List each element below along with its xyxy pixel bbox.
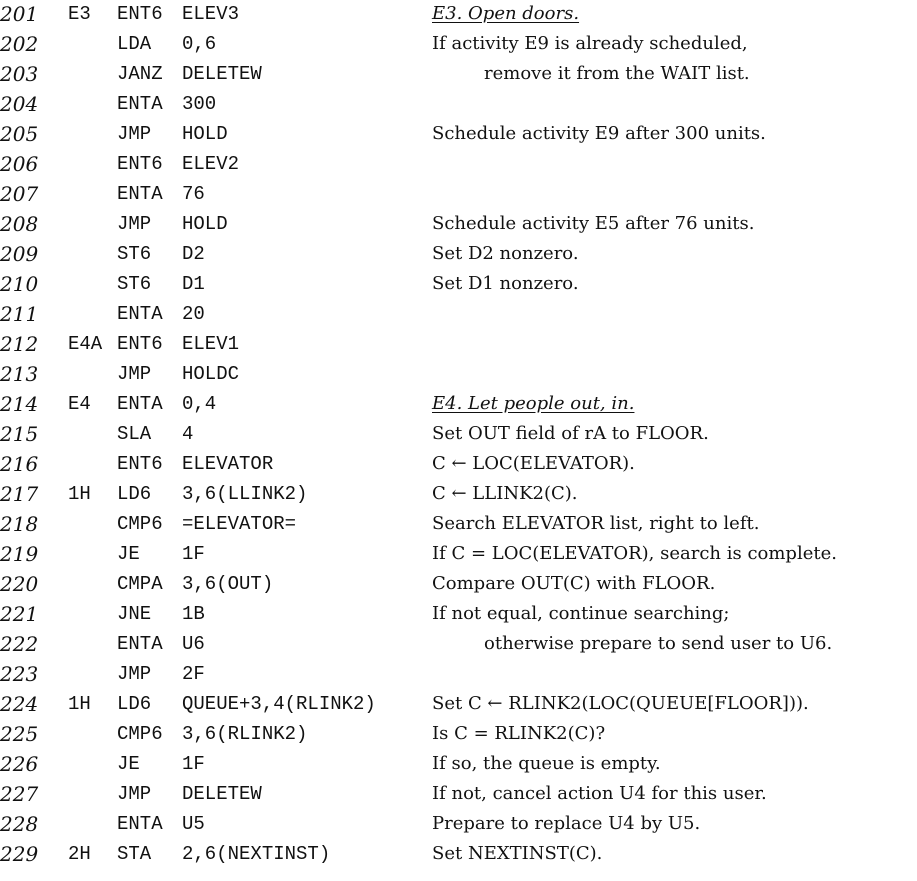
comment: Prepare to replace U4 by U5. (432, 813, 701, 834)
address-field: 1F (182, 753, 205, 775)
code-label: E3 (68, 3, 91, 25)
code-line-205 (0, 120, 917, 150)
code-line-203 (0, 60, 917, 90)
opcode: JANZ (117, 63, 163, 85)
comment: If activity E9 is already scheduled, (432, 33, 748, 54)
code-line-222 (0, 630, 917, 660)
comment: Set C ← RLINK2(LOC(QUEUE[FLOOR])). (432, 693, 809, 714)
line-number: 226 (0, 752, 39, 776)
address-field: 3,6(OUT) (182, 573, 274, 595)
code-line-213 (0, 360, 917, 390)
comment: If not, cancel action U4 for this user. (432, 783, 767, 804)
opcode: LDA (117, 33, 152, 55)
line-number: 218 (0, 512, 39, 536)
line-number: 221 (0, 602, 39, 626)
opcode: ENTA (117, 303, 163, 325)
code-line-211 (0, 300, 917, 330)
code-line-221 (0, 600, 917, 630)
comment: Set NEXTINST(C). (432, 843, 603, 864)
line-number: 227 (0, 782, 39, 806)
opcode: CMP6 (117, 723, 163, 745)
address-field: QUEUE+3,4(RLINK2) (182, 693, 376, 715)
code-line-208 (0, 210, 917, 240)
code-line-206 (0, 150, 917, 180)
opcode: ENTA (117, 393, 163, 415)
address-field: ELEV1 (182, 333, 240, 355)
opcode: JE (117, 753, 140, 775)
line-number: 223 (0, 662, 39, 686)
comment: If C = LOC(ELEVATOR), search is complete. (432, 543, 837, 564)
code-line-218 (0, 510, 917, 540)
opcode: STA (117, 843, 152, 865)
line-number: 210 (0, 272, 39, 296)
line-number: 201 (0, 2, 39, 26)
step-heading: E3. Open doors. (432, 3, 580, 24)
code-line-212 (0, 330, 917, 360)
code-line-225 (0, 720, 917, 750)
address-field: ELEV3 (182, 3, 240, 25)
line-number: 208 (0, 212, 39, 236)
address-field: 300 (182, 93, 217, 115)
opcode: ENT6 (117, 3, 163, 25)
code-line-201 (0, 0, 917, 30)
comment: Set D2 nonzero. (432, 243, 579, 264)
opcode: LD6 (117, 693, 152, 715)
line-number: 205 (0, 122, 39, 146)
code-label: 1H (68, 483, 91, 505)
code-line-228 (0, 810, 917, 840)
opcode: ENT6 (117, 333, 163, 355)
address-field: 76 (182, 183, 205, 205)
comment: Schedule activity E9 after 300 units. (432, 123, 766, 144)
address-field: 2F (182, 663, 205, 685)
line-number: 204 (0, 92, 39, 116)
opcode: ENTA (117, 183, 163, 205)
address-field: =ELEVATOR= (182, 513, 297, 535)
line-number: 207 (0, 182, 39, 206)
address-field: DELETEW (182, 783, 262, 805)
opcode: ST6 (117, 273, 152, 295)
line-number: 222 (0, 632, 39, 656)
address-field: 0,4 (182, 393, 217, 415)
code-line-224 (0, 690, 917, 720)
code-line-219 (0, 540, 917, 570)
code-label: E4A (68, 333, 103, 355)
code-label: 2H (68, 843, 91, 865)
line-number: 209 (0, 242, 39, 266)
comment: C ← LOC(ELEVATOR). (432, 453, 635, 474)
address-field: 20 (182, 303, 205, 325)
line-number: 215 (0, 422, 39, 446)
code-label: 1H (68, 693, 91, 715)
line-number: 229 (0, 842, 39, 866)
code-line-223 (0, 660, 917, 690)
line-number: 212 (0, 332, 39, 356)
comment: If not equal, continue searching; (432, 603, 730, 624)
comment: Compare OUT(C) with FLOOR. (432, 573, 716, 594)
line-number: 211 (0, 302, 39, 326)
comment: otherwise prepare to send user to U6. (484, 633, 833, 654)
opcode: JMP (117, 363, 152, 385)
comment: Schedule activity E5 after 76 units. (432, 213, 755, 234)
opcode: ST6 (117, 243, 152, 265)
code-line-220 (0, 570, 917, 600)
address-field: 0,6 (182, 33, 217, 55)
address-field: 1F (182, 543, 205, 565)
step-heading: E4. Let people out, in. (432, 393, 635, 414)
line-number: 228 (0, 812, 39, 836)
address-field: 4 (182, 423, 194, 445)
line-number: 217 (0, 482, 39, 506)
line-number: 225 (0, 722, 39, 746)
line-number: 220 (0, 572, 39, 596)
comment: If so, the queue is empty. (432, 753, 661, 774)
line-number: 202 (0, 32, 39, 56)
opcode: CMP6 (117, 513, 163, 535)
address-field: HOLDC (182, 363, 240, 385)
address-field: U5 (182, 813, 205, 835)
opcode: JMP (117, 213, 152, 235)
address-field: U6 (182, 633, 205, 655)
code-line-209 (0, 240, 917, 270)
line-number: 216 (0, 452, 39, 476)
code-line-217 (0, 480, 917, 510)
opcode: CMPA (117, 573, 163, 595)
comment: Set OUT field of rA to FLOOR. (432, 423, 709, 444)
line-number: 213 (0, 362, 39, 386)
opcode: ENTA (117, 93, 163, 115)
address-field: D1 (182, 273, 205, 295)
opcode: JMP (117, 123, 152, 145)
opcode: LD6 (117, 483, 152, 505)
line-number: 203 (0, 62, 39, 86)
line-number: 219 (0, 542, 39, 566)
line-number: 224 (0, 692, 39, 716)
opcode: JNE (117, 603, 152, 625)
code-line-207 (0, 180, 917, 210)
address-field: DELETEW (182, 63, 262, 85)
opcode: ENT6 (117, 453, 163, 475)
address-field: ELEV2 (182, 153, 240, 175)
code-line-202 (0, 30, 917, 60)
code-label: E4 (68, 393, 91, 415)
address-field: HOLD (182, 123, 228, 145)
code-line-204 (0, 90, 917, 120)
opcode: ENT6 (117, 153, 163, 175)
code-line-227 (0, 780, 917, 810)
code-line-214 (0, 390, 917, 420)
address-field: D2 (182, 243, 205, 265)
address-field: 2,6(NEXTINST) (182, 843, 331, 865)
comment: C ← LLINK2(C). (432, 483, 578, 504)
comment: Set D1 nonzero. (432, 273, 579, 294)
opcode: JE (117, 543, 140, 565)
opcode: ENTA (117, 633, 163, 655)
address-field: 3,6(LLINK2) (182, 483, 308, 505)
opcode: JMP (117, 663, 152, 685)
line-number: 214 (0, 392, 39, 416)
comment: remove it from the WAIT list. (484, 63, 750, 84)
code-line-216 (0, 450, 917, 480)
code-line-210 (0, 270, 917, 300)
address-field: ELEVATOR (182, 453, 274, 475)
code-line-229 (0, 840, 917, 870)
address-field: 3,6(RLINK2) (182, 723, 308, 745)
line-number: 206 (0, 152, 39, 176)
opcode: SLA (117, 423, 152, 445)
address-field: 1B (182, 603, 205, 625)
comment: Is C = RLINK2(C)? (432, 723, 606, 744)
comment: Search ELEVATOR list, right to left. (432, 513, 760, 534)
code-line-226 (0, 750, 917, 780)
code-line-215 (0, 420, 917, 450)
opcode: JMP (117, 783, 152, 805)
opcode: ENTA (117, 813, 163, 835)
address-field: HOLD (182, 213, 228, 235)
